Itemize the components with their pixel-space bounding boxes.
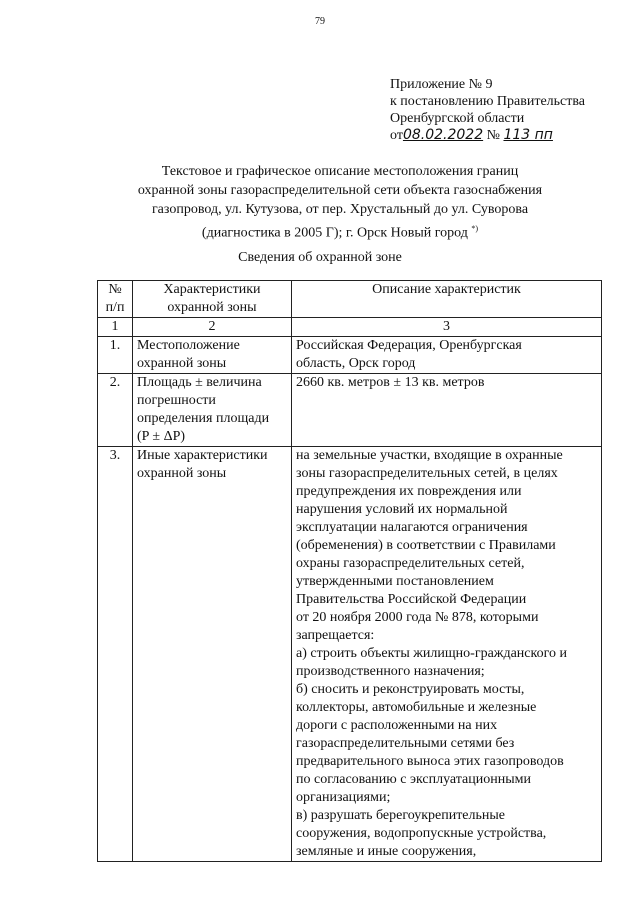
title-line-1: Текстовое и графическое описание местоположения границ [161,164,519,179]
row-description: на земельные участки, входящие в охранные зоны газораспределительных сетей, в целях предупреждения их повреждения или нарушения условий их нормальной эксплуатации налагаются ограничения (обременения) в соответствии с Правилами охраны газораспределительных сетей, утвержденными постановлением Правительства Российской Федерации от 20 ноября 2000 года № 878, которыми запрещается: а) строить объекты жилищно-гражданского и производственного назначения; б) сносить и реконструировать мосты, коллекторы, автомобильные и железные дороги с расположенными на них газораспределительными сетями без предварительного выноса этих газопроводов по согласованию с эксплуатационными организациями; в) разрушать берегоукрепительные сооружения, водопропускные устройства, земляные и иные сооружения, [292,447,602,862]
appendix-line-1: Приложение № 9 [390,77,493,92]
row-number: 1. [98,337,133,374]
appendix-date-line [390,127,585,144]
appendix-line-2: к постановлению Правительства [390,94,586,109]
row-characteristic: Иные характеристики охранной зоны [133,447,292,862]
table-row [98,337,602,374]
row-number: 3. [98,447,133,862]
column-number-2: 2 [133,318,292,337]
column-number-3: 3 [292,318,602,337]
row-description: 2660 кв. метров ± 13 кв. метров [292,374,602,447]
title-line-4 [60,219,620,243]
appendix-header [390,76,585,144]
title-line-2: охранной зоны газораспределительной сети объекта газоснабжения [137,183,543,198]
table-row [98,447,602,862]
header-description: Описание характеристик [292,281,602,318]
header-characteristics: Характеристики охранной зоны [133,281,292,318]
zone-info-table [97,280,602,862]
title-line-3: газопровод, ул. Кутузова, от пер. Хрустальный до ул. Суворова [151,202,529,217]
handwritten-date: 08.02.2022 [402,127,484,143]
row-characteristic: Местоположение охранной зоны [133,337,292,374]
header-number: № п/п [98,281,133,318]
page-number: 79 [315,16,325,27]
row-characteristic: Площадь ± величина погрешности определения площади (P ± ΔP) [133,374,292,447]
column-number-1: 1 [98,318,133,337]
row-description: Российская Федерация, Оренбургская область, Орск город [292,337,602,374]
table-header-row [98,281,602,318]
appendix-line-3: Оренбургской области [390,111,525,126]
handwritten-number: 113 пп [503,127,553,143]
row-number: 2. [98,374,133,447]
title-line-4-text: (диагностика в 2005 Г); г. Орск Новый город [201,225,468,241]
date-prefix: от [390,128,403,143]
number-prefix: № [486,128,500,143]
footnote-mark: *) [471,224,479,233]
table-row [98,374,602,447]
section-title: Сведения об охранной зоне [238,250,402,265]
document-title [60,162,620,243]
table-column-numbers-row [98,318,602,337]
